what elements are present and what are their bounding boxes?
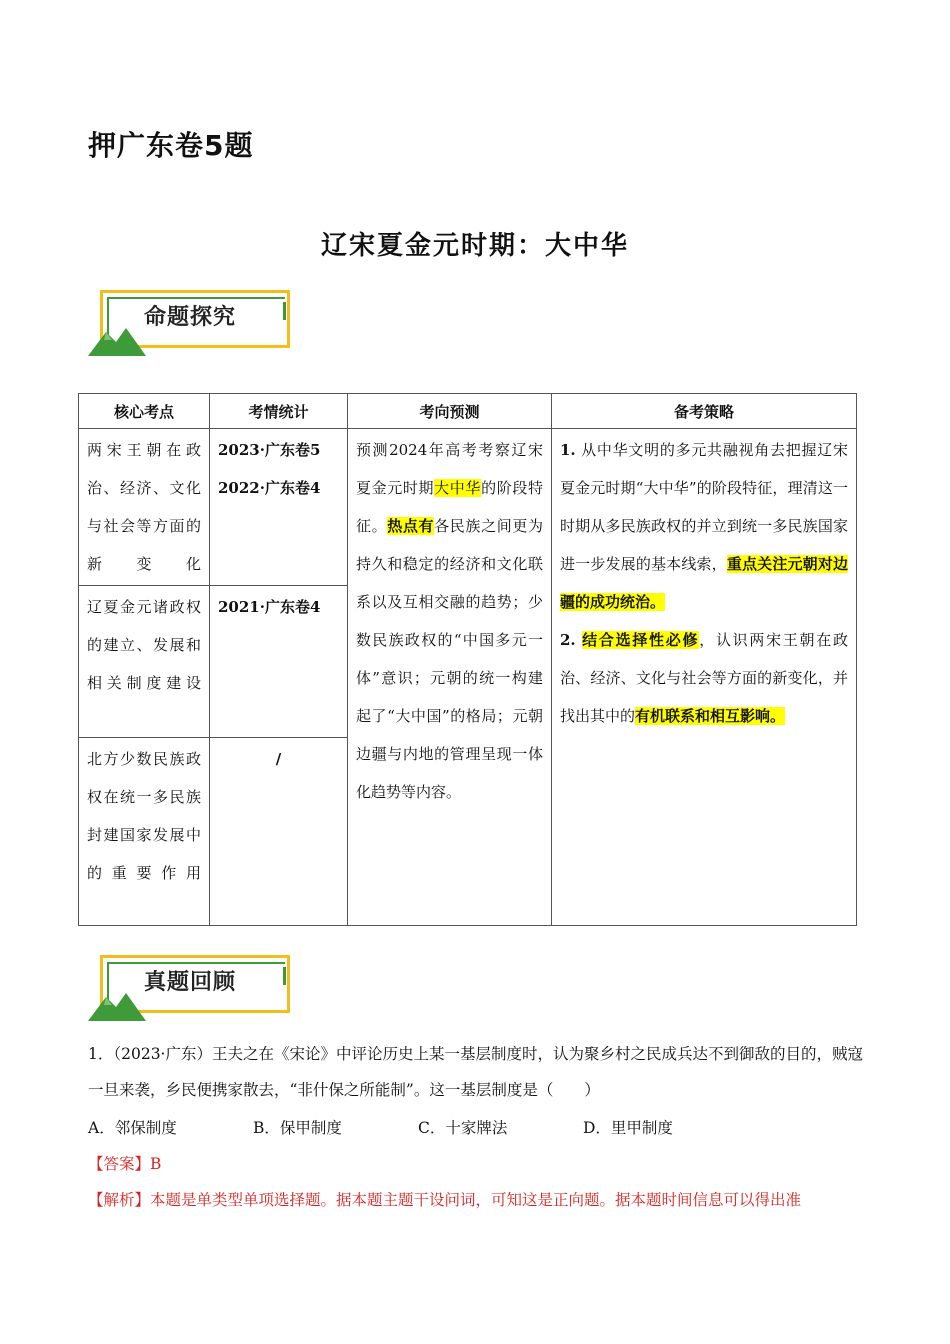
mountain-icon xyxy=(88,987,148,1021)
prediction-text: 预测2024年高考考察辽宋夏金元时期 xyxy=(356,441,543,497)
option-a: A．邻保制度 xyxy=(88,1119,177,1137)
core-point-cell: 两宋王朝在政治、经济、文化与社会等方面的新变化 xyxy=(79,429,210,586)
strategy-number: 1. xyxy=(560,441,576,459)
strategy-highlight: 重点关注元朝对边疆的成功统治。 xyxy=(560,555,848,611)
question-stem: 1．（2023·广东）王夫之在《宋论》中评论历史上某一基层制度时，认为聚乡村之民成兵达不到御敌的目的，贼寇一旦来袭，乡民便携家散去，“非什保之所能制”。这一基层制度是（ ） xyxy=(88,1045,863,1099)
strategy-cell xyxy=(552,429,857,926)
analysis-text: 本题是单类型单项选择题。据本题主题干设问词，可知这是正向题。据本题时间信息可以得出准 xyxy=(150,1191,802,1209)
strategy-number: 2. xyxy=(560,631,576,649)
table-header: 考向预测 xyxy=(348,394,552,429)
option-d: D．里甲制度 xyxy=(583,1119,673,1137)
mountain-icon xyxy=(88,322,148,356)
section-label-explore: 命题探究 xyxy=(144,305,237,330)
strategy-text: 从中华文明的多元共融视角去把握辽宋夏金元时期“大中华”的阶段特征，理清这一时期从多民族政权的并立到统一多民族国家进一步发展的基本线索， xyxy=(560,441,848,573)
core-point-cell: 北方少数民族政权在统一多民族封建国家发展中的重要作用 xyxy=(79,738,210,926)
stats-item: 2022·广东卷4 xyxy=(218,479,321,497)
question-options xyxy=(88,1110,863,1146)
exam-analysis-table xyxy=(78,393,857,926)
stats-cell xyxy=(210,738,348,926)
stats-item: 2023·广东卷5 xyxy=(218,441,321,459)
prediction-highlight: 大中华 xyxy=(434,479,482,497)
answer-line xyxy=(88,1146,863,1182)
prediction-highlight: 热点有 xyxy=(387,517,435,535)
core-point-cell: 辽夏金元诸政权的建立、发展和相关制度建设 xyxy=(79,586,210,738)
prediction-cell xyxy=(348,429,552,926)
prediction-text: 各民族之间更为持久和稳定的经济和文化联系以及互相交融的趋势；少数民族政权的“中国多元一体”意识；元朝的统一构建起了“大中国”的格局；元朝边疆与内地的管理呈现一体化趋势等内容。 xyxy=(356,517,543,801)
strategy-highlight: 结合选择性必修 xyxy=(582,631,700,649)
answer-label: 【答案】 xyxy=(88,1155,151,1173)
section-label-review: 真题回顾 xyxy=(144,970,237,995)
option-c: C．十家牌法 xyxy=(418,1119,508,1137)
section-badge-explore xyxy=(88,290,298,356)
stats-cell xyxy=(210,586,348,738)
strategy-highlight: 有机联系和相互影响。 xyxy=(635,707,786,725)
option-b: B．保甲制度 xyxy=(253,1119,342,1137)
strategy-text: ，认识两宋王朝在政治、经济、文化与社会等方面的新变化，并找出其中的 xyxy=(560,631,848,725)
analysis-label: 【解析】 xyxy=(88,1191,151,1209)
stats-cell xyxy=(210,429,348,586)
table-header: 核心考点 xyxy=(79,394,210,429)
prediction-text: 的阶段特征。 xyxy=(356,479,543,535)
analysis-line xyxy=(88,1182,863,1218)
document-subtitle: 辽宋夏金元时期：大中华 xyxy=(320,231,629,261)
document-title: 押广东卷5题 xyxy=(88,129,254,162)
section-badge-review xyxy=(88,955,298,1021)
stats-item: 2021·广东卷4 xyxy=(218,598,321,616)
table-header: 考情统计 xyxy=(210,394,348,429)
stats-item: / xyxy=(275,750,282,768)
table-header: 备考策略 xyxy=(552,394,857,429)
answer-value: B xyxy=(150,1155,162,1173)
